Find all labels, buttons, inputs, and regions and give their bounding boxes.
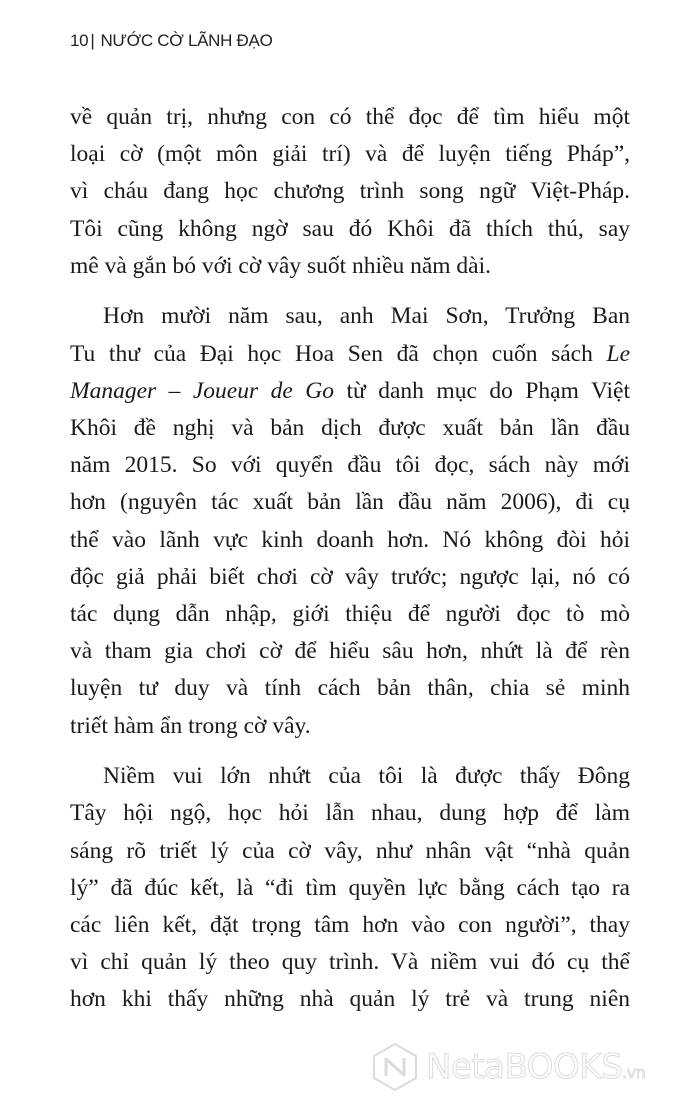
text-line: triết hàm ẩn trong cờ vây.	[70, 712, 311, 739]
text-line: về quản trị, nhưng con có thể đọc để tìm hiểu một	[70, 104, 630, 130]
italic-title-part: Manager – Joueur de Go	[70, 377, 335, 404]
text-line: luyện tư duy và tính cách bản thân, chia sẻ minh	[70, 675, 630, 702]
text-line: và tham gia chơi cờ để hiểu sâu hơn, nhứt là để rèn	[70, 638, 630, 665]
text-line: hơn khi thấy những nhà quản lý trẻ và trung niên	[70, 986, 630, 1013]
brand-text: NetaBOOKS	[426, 1047, 623, 1087]
page-body	[70, 99, 630, 1032]
text-line: hơn (nguyên tác xuất bản lần đầu năm 2006), đi cụ	[70, 489, 630, 516]
text-span: Tu thư của Đại học Hoa Sen đã chọn cuốn sách	[70, 340, 593, 367]
paragraph-1	[70, 99, 630, 285]
italic-title-part: Le	[606, 340, 630, 367]
text-line: vì cháu đang học chương trình song ngữ Việt-Pháp.	[70, 178, 630, 205]
text-line: Khôi đề nghị và bản dịch được xuất bản lần đầu	[70, 415, 630, 441]
netabooks-logo-icon	[372, 1042, 418, 1092]
text-line: Niềm vui lớn nhứt của tôi là được thấy Đông	[103, 763, 630, 790]
text-line: thể vào lãnh vực kinh doanh hơn. Nó không đòi hỏi	[70, 526, 630, 553]
text-line: năm 2015. So với quyển đầu tôi đọc, sách này mới	[70, 452, 630, 479]
paragraph-3	[70, 758, 630, 1018]
netabooks-watermark	[372, 1042, 645, 1092]
text-line: loại cờ (một môn giải trí) và để luyện tiếng Pháp”,	[70, 141, 630, 168]
watermark-brand	[426, 1047, 645, 1087]
brand-suffix: .vn	[622, 1063, 646, 1082]
book-title: NƯỚC CỜ LÃNH ĐẠO	[100, 31, 273, 50]
text-line: sáng rõ triết lý của cờ vây, như nhân vật “nhà quản	[70, 837, 630, 864]
text-line: các liên kết, đặt trọng tâm hơn vào con người”, thay	[70, 911, 630, 938]
paragraph-2	[70, 298, 630, 744]
text-line: lý” đã đúc kết, là “đi tìm quyền lực bằng cách tạo ra	[70, 874, 630, 901]
text-line: mê và gắn bó với cờ vây suốt nhiều năm dài.	[70, 252, 491, 279]
page-number: 10	[70, 31, 89, 50]
text-line	[70, 373, 630, 410]
text-line: Hơn mười năm sau, anh Mai Sơn, Trưởng Ban	[103, 303, 630, 330]
text-span: từ danh mục do Phạm Việt	[334, 377, 630, 404]
header-separator: |	[90, 31, 95, 50]
text-line: tác dụng dẫn nhập, giới thiệu để người đọc tò mò	[70, 600, 630, 627]
running-header	[70, 31, 273, 51]
text-line: Tôi cũng không ngờ sau đó Khôi đã thích thú, say	[70, 215, 630, 242]
text-line: vì chỉ quản lý theo quy trình. Và niềm vui đó cụ thể	[70, 949, 630, 976]
text-line: Tây hội ngộ, học hỏi lẫn nhau, dung hợp để làm	[70, 800, 630, 827]
text-line: độc giả phải biết chơi cờ vây trước; ngược lại, nó có	[70, 563, 630, 590]
text-line	[70, 336, 630, 373]
